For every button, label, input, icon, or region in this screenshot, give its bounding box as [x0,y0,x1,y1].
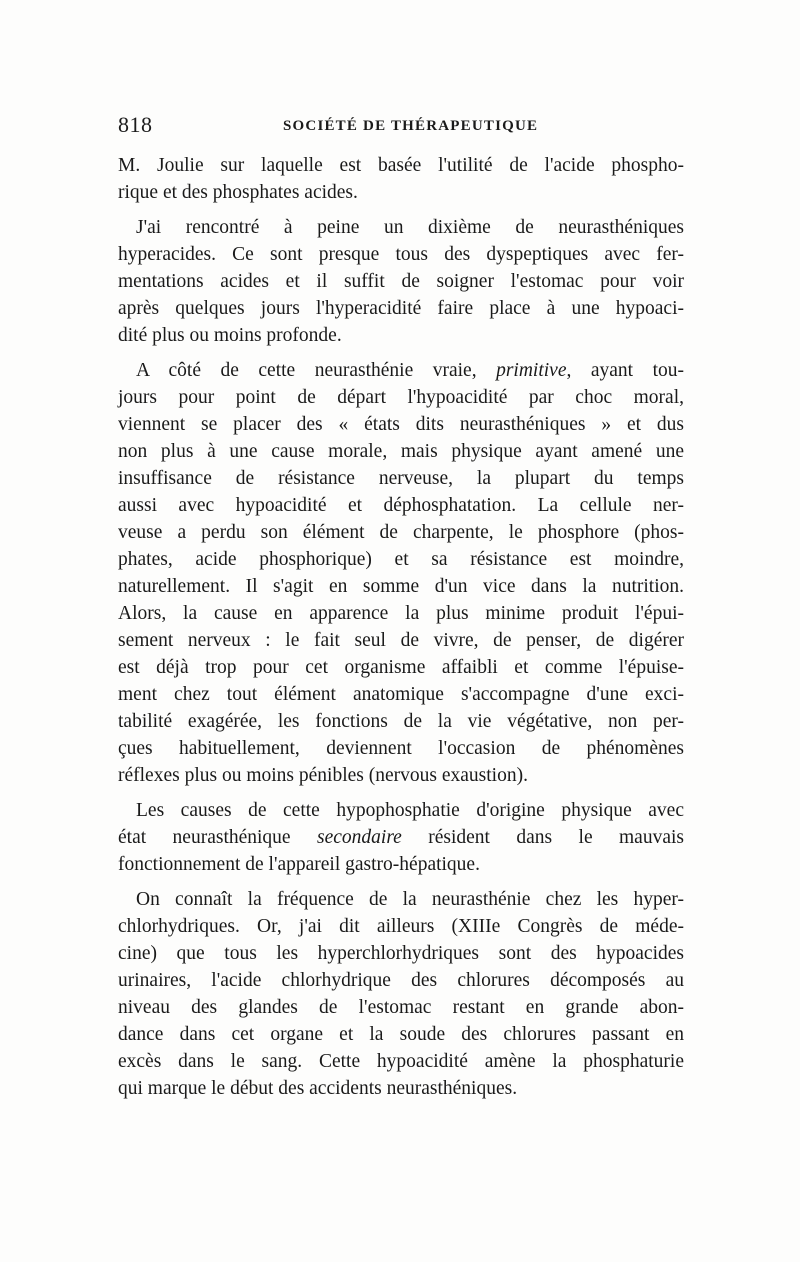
italic-word: primitive [496,360,567,381]
running-title: SOCIÉTÉ DE THÉRAPEUTIQUE [283,118,539,134]
text-line: état neurasthénique secondaire résident dans le mauvais [118,827,684,848]
text-line: dité plus ou moins profonde. [118,325,342,346]
text-line: insuffisance de résistance nerveuse, la plupart du temps [118,468,684,489]
text-line: cine) que tous les hyperchlorhydriques sont des hypoacides [118,943,684,964]
text-line: On connaît la fréquence de la neurasthénie chez les hyper- [136,889,684,910]
text-line: tabilité exagérée, les fonctions de la vie végétative, non per- [118,711,684,732]
text-line: sement nerveux : le fait seul de vivre, de penser, de digérer [118,630,684,651]
text-line: çues habituellement, deviennent l'occasion de phénomènes [118,738,684,759]
text-line: Alors, la cause en apparence la plus minime produit l'épui- [118,603,684,624]
text-line: veuse a perdu son élément de charpente, le phosphore (phos- [118,522,684,543]
paragraph-3 [118,357,684,789]
text-line: jours pour point de départ l'hypoacidité par choc moral, [118,387,684,408]
text-line: aussi avec hypoacidité et déphosphatation. La cellule ner- [118,495,684,516]
text-line: J'ai rencontré à peine un dixième de neurasthéniques [136,217,684,238]
paragraph-5 [118,886,684,1102]
text-line: naturellement. Il s'agit en somme d'un vice dans la nutrition. [118,576,684,597]
italic-word: secondaire [317,827,402,848]
text-line: dance dans cet organe et la soude des chlorures passant en [118,1024,684,1045]
paragraph-4 [118,797,684,878]
text-line: fonctionnement de l'appareil gastro-hépatique. [118,854,480,875]
text-line: viennent se placer des « états dits neurasthéniques » et dus [118,414,684,435]
text-line: urinaires, l'acide chlorhydrique des chlorures décomposés au [118,970,684,991]
text-line: niveau des glandes de l'estomac restant en grande abon- [118,997,684,1018]
text-line: A côté de cette neurasthénie vraie, primitive, ayant tou- [136,360,684,381]
page-number: 818 [118,112,153,137]
text-line: Les causes de cette hypophosphatie d'origine physique avec [136,800,684,821]
text-line: ment chez tout élément anatomique s'accompagne d'une exci- [118,684,684,705]
text-line: qui marque le début des accidents neurasthéniques. [118,1078,518,1099]
text-line: non plus à une cause morale, mais physique ayant amené une [118,441,684,462]
text-line: hyperacides. Ce sont presque tous des dyspeptiques avec fer- [118,244,684,265]
text-line: M. Joulie sur laquelle est basée l'utilité de l'acide phospho- [118,155,684,176]
text-line: mentations acides et il suffit de soigner l'estomac pour voir [118,271,684,292]
text-line: réflexes plus ou moins pénibles (nervous exaustion). [118,765,528,786]
text-line: rique et des phosphates acides. [118,182,358,203]
running-head [118,112,684,142]
text-line: excès dans le sang. Cette hypoacidité amène la phosphaturie [118,1051,684,1072]
body-text [118,152,684,1110]
text-line: chlorhydriques. Or, j'ai dit ailleurs (XIIIe Congrès de méde- [118,916,684,937]
text-line: est déjà trop pour cet organisme affaibli et comme l'épuise- [118,657,684,678]
text-line: phates, acide phosphorique) et sa résistance est moindre, [118,549,684,570]
paragraph-1 [118,152,684,206]
text-line: après quelques jours l'hyperacidité faire place à une hypoaci- [118,298,684,319]
paragraph-2 [118,214,684,349]
